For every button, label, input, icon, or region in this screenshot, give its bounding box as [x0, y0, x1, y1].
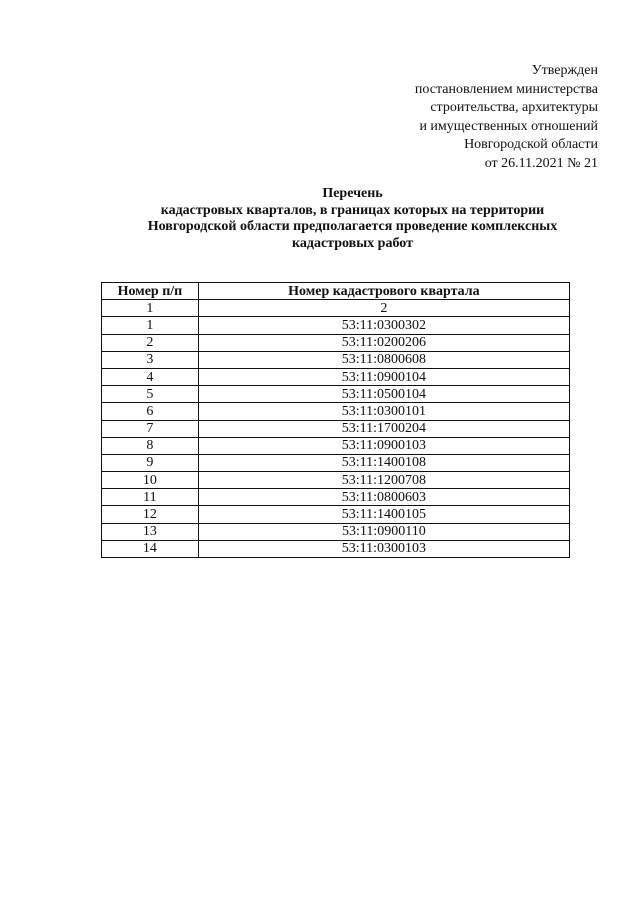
row-number-cell: 5 [102, 386, 199, 403]
cadastral-number-cell: 53:11:1700204 [198, 420, 569, 437]
table-row [102, 540, 570, 557]
table-header-row [102, 283, 570, 300]
row-number-cell: 2 [102, 334, 199, 351]
row-number-cell: 13 [102, 523, 199, 540]
table-row [102, 351, 570, 368]
title-line: кадастровых кварталов, в границах которых на территории [160, 202, 545, 218]
table-row [102, 523, 570, 540]
table-body [102, 300, 570, 558]
cadastral-number-cell: 53:11:1400105 [198, 506, 569, 523]
cadastral-number-cell: 53:11:0800603 [198, 489, 569, 506]
row-number-cell: 12 [102, 506, 199, 523]
table-row [102, 334, 570, 351]
row-number-cell: 3 [102, 351, 199, 368]
title-line: кадастровых работ [292, 235, 413, 251]
approval-line: Утвержден [531, 63, 598, 78]
cadastral-number-cell: 53:11:0900110 [198, 523, 569, 540]
cadastral-number-cell: 53:11:0500104 [198, 386, 569, 403]
cadastral-number-cell: 53:11:0900104 [198, 368, 569, 385]
table-row [102, 386, 570, 403]
table-row [102, 368, 570, 385]
approval-line: и имущественных отношений [419, 118, 598, 134]
approval-line: постановлением министерства [414, 81, 598, 97]
cadastral-number-cell: 53:11:0200206 [198, 334, 569, 351]
table-row [102, 454, 570, 471]
title-line: Перечень [322, 186, 383, 201]
table-row [102, 403, 570, 420]
cadastral-number-cell: 53:11:1200708 [198, 472, 569, 489]
approval-stamp-block [298, 62, 598, 174]
row-number-cell: 14 [102, 540, 199, 557]
cadastral-quarters-table [101, 282, 570, 558]
row-number-cell: 6 [102, 403, 199, 420]
document-title [100, 186, 605, 252]
approval-date-line: от 26.11.2021 № 21 [484, 155, 598, 171]
table-row [102, 420, 570, 437]
column-number-cell: 1 [102, 300, 199, 317]
table-row [102, 489, 570, 506]
header-cadastral-number: Номер кадастрового квартала [198, 283, 569, 300]
row-number-cell: 11 [102, 489, 199, 506]
table-row [102, 472, 570, 489]
cadastral-number-cell: 53:11:0300302 [198, 317, 569, 334]
row-number-cell: 4 [102, 368, 199, 385]
row-number-cell: 1 [102, 317, 199, 334]
header-row-number: Номер п/п [102, 283, 199, 300]
approval-line: строительства, архитектуры [430, 100, 598, 116]
cadastral-number-cell: 53:11:0800608 [198, 351, 569, 368]
cadastral-number-cell: 53:11:0300103 [198, 540, 569, 557]
row-number-cell: 8 [102, 437, 199, 454]
row-number-cell: 9 [102, 454, 199, 471]
table-row [102, 437, 570, 454]
column-number-row [102, 300, 570, 317]
cadastral-number-cell: 53:11:1400108 [198, 454, 569, 471]
cadastral-number-cell: 53:11:0900103 [198, 437, 569, 454]
table-row [102, 506, 570, 523]
table-row [102, 317, 570, 334]
approval-line: Новгородской области [464, 137, 598, 153]
column-number-cell: 2 [198, 300, 569, 317]
row-number-cell: 7 [102, 420, 199, 437]
row-number-cell: 10 [102, 472, 199, 489]
cadastral-number-cell: 53:11:0300101 [198, 403, 569, 420]
title-line: Новгородской области предполагается проведение комплексных [147, 219, 558, 234]
